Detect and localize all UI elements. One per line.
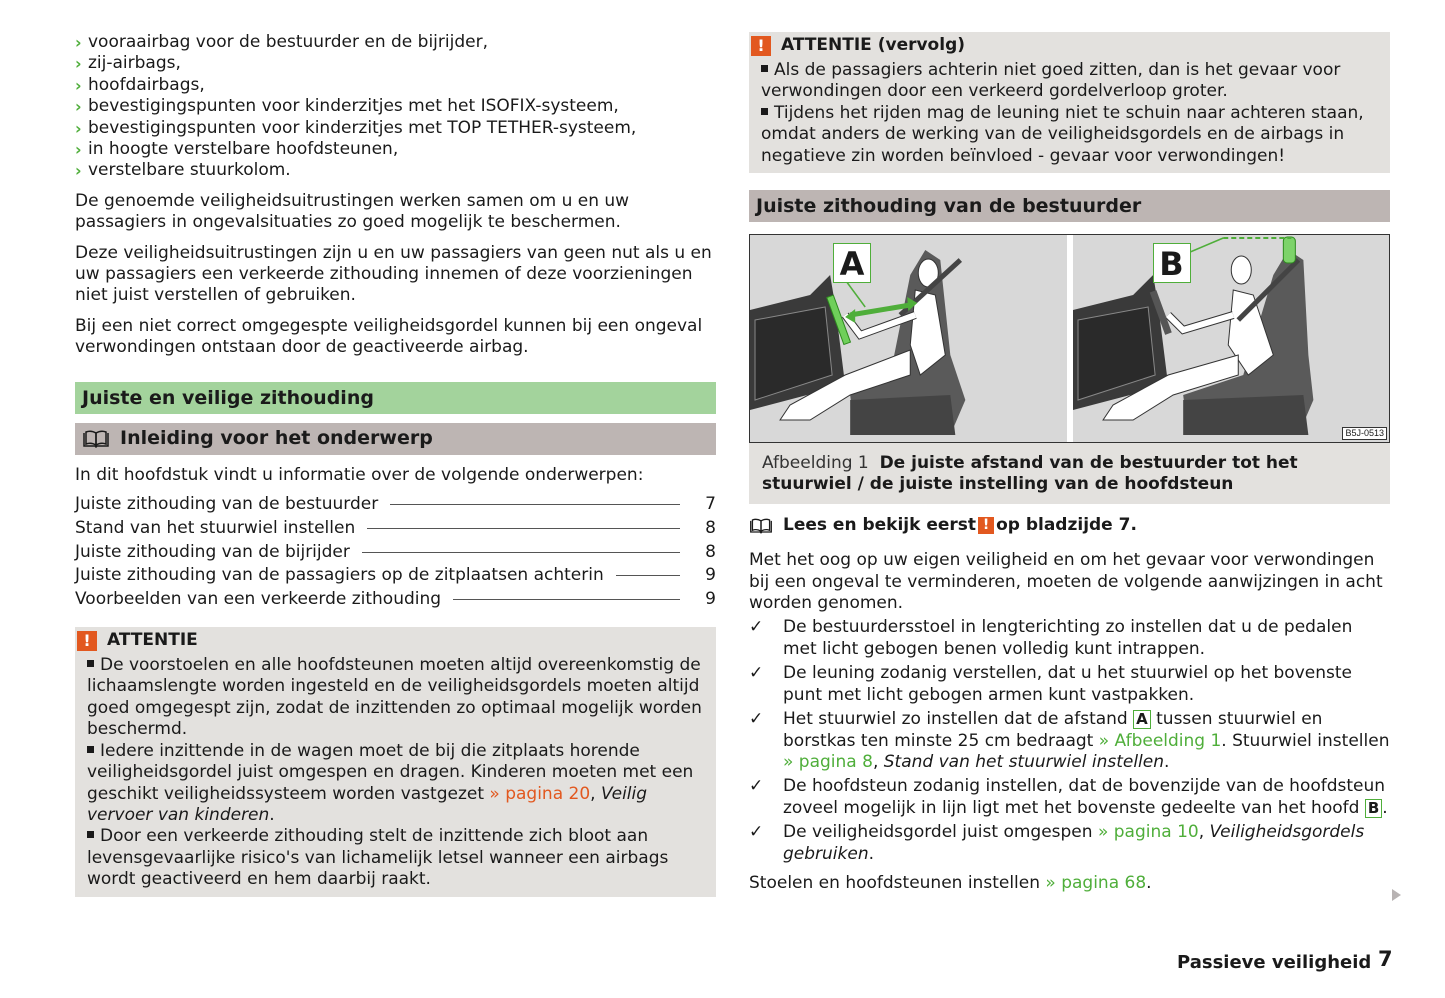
intro-heading: Inleiding voor het onderwerp: [75, 423, 716, 455]
figure-code: B5J-0513: [1342, 427, 1387, 440]
warning-body: [87, 655, 706, 890]
list-item: › bevestigingspunten voor kinderzitjes met het ISOFIX-systeem,: [75, 96, 619, 117]
table-of-contents: [75, 494, 716, 613]
chevron-right-icon: ›: [75, 140, 82, 160]
check-item: ✓ De veiligheidsgordel juist omgespen » pagina 10, Veiligheidsgordels gebruiken.: [749, 822, 1365, 864]
book-icon: [82, 430, 110, 448]
caption-number: Afbeelding 1: [762, 453, 869, 474]
chevron-right-icon: ›: [75, 75, 82, 95]
left-column: [75, 32, 716, 897]
page-link[interactable]: » pagina 20: [489, 783, 591, 804]
section-heading: Juiste zithouding van de bestuurder: [749, 190, 1390, 222]
bullet-square-icon: [87, 831, 94, 838]
check-item: ✓ De leuning zodanig verstellen, dat u het stuurwiel op het bovenste punt met licht gebogen armen kunt vastpakken.: [749, 663, 1352, 705]
warning-icon: !: [751, 36, 771, 56]
warning-item: Als de passagiers achterin niet goed zitten, dan is het gevaar voor verwondingen door een verkeerd gordelverloop groter.: [761, 60, 1341, 102]
equipment-list: [75, 32, 716, 182]
checkmark-icon: ✓: [749, 709, 764, 730]
list-item: › hoofdairbags,: [75, 74, 205, 95]
warning-item: Tijdens het rijden mag de leuning niet te schuin naar achteren staan, omdat anders de werking van de veiligheidsgordels en de airbags in negatieve zin worden beïnvloed - gevaar voor verwondingen!: [761, 102, 1364, 166]
page-link[interactable]: » pagina 10: [1097, 822, 1199, 843]
list-item: › verstelbare stuurkolom.: [75, 160, 291, 181]
checkmark-icon: ✓: [749, 663, 764, 684]
page-link[interactable]: » pagina 8: [783, 751, 873, 772]
check-item: ✓ Het stuurwiel zo instellen dat de afstand A tussen stuurwiel en borstkas ten minste 25 cm bedraagt » Afbeelding 1. Stuurwiel instellen » pagina 8, Stand van het stuurwiel instellen.: [749, 709, 1390, 772]
warning-title: ! ATTENTIE (vervolg): [749, 35, 1380, 56]
paragraph: Deze veiligheidsuitrustingen zijn u en uw passagiers van geen nut als u en uw passagiers een verkeerde zithouding innemen of deze voorzieningen niet juist verstellen of gebruiken.: [75, 242, 712, 306]
toc-entry[interactable]: Juiste zithouding van de passagiers op de zitplaatsen achterin 9: [75, 565, 716, 586]
toc-entry[interactable]: Juiste zithouding van de bestuurder 7: [75, 494, 716, 515]
toc-intro: In dit hoofdstuk vindt u informatie over de volgende onderwerpen:: [75, 464, 644, 485]
checkmark-icon: ✓: [749, 617, 764, 638]
paragraph: Bij een niet correct omgegespte veiligheidsgordel kunnen bij een ongeval verwondingen ontstaan door de geactiveerde airbag.: [75, 315, 703, 358]
checkmark-icon: ✓: [749, 822, 764, 843]
footer-section-title: Passieve veiligheid: [1177, 952, 1372, 973]
warning-box-continued: [749, 32, 1390, 173]
leader-line: [616, 575, 680, 576]
bullet-square-icon: [87, 746, 94, 753]
leader-line: [362, 552, 680, 553]
leader-line: [367, 528, 680, 529]
list-item: › in hoogte verstelbare hoofdsteunen,: [75, 139, 399, 160]
figure-driver-position: [749, 234, 1390, 443]
leader-line: [453, 599, 680, 600]
warning-item: Iedere inzittende in de wagen moet de bij die zitplaats horende veiligheidsgordel juist omgespen en dragen. Kinderen moeten met een geschikt veiligheidssysteem worden vastgezet » pagina 20, Veilig vervoer van kinderen.: [87, 740, 694, 825]
read-first-note: Lees en bekijk eerst ! op bladzijde 7.: [749, 515, 1390, 536]
warning-item: De voorstoelen en alle hoofdsteunen moeten altijd overeenkomstig de lichaamslengte worden ingesteld en de veiligheidsgordels moeten altijd goed omgegespt zijn, zodat de inzittenden zo optimaal mogelijk worden beschermd.: [87, 655, 702, 740]
warning-item: Door een verkeerde zithouding stelt de inzittende zich bloot aan levensgevaarlijke risico's van lichamelijk letsel wanneer een airbags wordt geactiveerd en hem daarbij raakt.: [87, 826, 669, 890]
chevron-right-icon: ›: [75, 118, 82, 138]
toc-entry[interactable]: Voorbeelden van een verkeerde zithouding 9: [75, 589, 716, 610]
leader-line: [390, 504, 680, 505]
check-item: ✓ De hoofdsteun zodanig instellen, dat de bovenzijde van de hoofdsteun zoveel mogelijk in lijn ligt met het bovenste gedeelte van het hoofd B .: [749, 776, 1388, 818]
next-page-arrow-icon[interactable]: [1392, 889, 1401, 901]
seats-reference: Stoelen en hoofdsteunen instellen » pagina 68.: [749, 872, 1152, 893]
checkmark-icon: ✓: [749, 776, 764, 797]
section-heading: Juiste en veilige zithouding: [75, 382, 716, 414]
warning-icon[interactable]: !: [978, 517, 994, 534]
chevron-right-icon: ›: [75, 97, 82, 117]
chevron-right-icon: ›: [75, 54, 82, 74]
warning-box: [75, 627, 716, 896]
page-number: 7: [1378, 947, 1393, 971]
paragraph: De genoemde veiligheidsuitrustingen werken samen om u en uw passagiers in ongevalsituaties zo goed mogelijk te beschermen.: [75, 190, 630, 233]
bullet-square-icon: [87, 660, 94, 667]
figure-label-b: B: [1153, 243, 1191, 283]
list-item: › zij-airbags,: [75, 53, 181, 74]
bullet-square-icon: [761, 108, 768, 115]
driver-illustration-a: [750, 235, 1067, 442]
check-item: ✓ De bestuurdersstoel in lengterichting zo instellen dat u de pedalen met licht gebogen benen volledig kunt intrappen.: [749, 617, 1353, 659]
figure-panel-a: [750, 235, 1067, 442]
figure-caption: [749, 443, 1390, 504]
bullet-square-icon: [761, 65, 768, 72]
page-link[interactable]: » pagina 68: [1045, 872, 1147, 893]
intro-paragraph: Met het oog op uw eigen veiligheid en om het gevaar voor verwondingen bij een ongeval te verminderen, moeten de volgende aanwijzingen in acht worden genomen.: [749, 550, 1383, 614]
figure-label-a: A: [833, 243, 871, 283]
book-icon: [749, 518, 773, 534]
figure-link[interactable]: » Afbeelding 1: [1098, 730, 1222, 751]
checklist: [749, 617, 1390, 864]
label-box-b: B: [1365, 799, 1382, 818]
chevron-right-icon: ›: [75, 33, 82, 52]
chevron-right-icon: ›: [75, 161, 82, 181]
list-item: › bevestigingspunten voor kinderzitjes met TOP TETHER-systeem,: [75, 117, 637, 138]
toc-entry[interactable]: Stand van het stuurwiel instellen 8: [75, 517, 716, 538]
warning-title: ! ATTENTIE: [75, 630, 706, 651]
right-column: [749, 32, 1390, 894]
label-box-a: A: [1133, 710, 1151, 729]
list-item: › vooraairbag voor de bestuurder en de bijrijder,: [75, 32, 488, 52]
toc-entry[interactable]: Juiste zithouding van de bijrijder 8: [75, 541, 716, 562]
caption-title: De juiste afstand van de bestuurder tot het stuurwiel / de juiste instelling van de hoofdsteun: [762, 453, 1298, 495]
driver-illustration-b: [1073, 235, 1390, 442]
warning-body: [761, 60, 1380, 167]
warning-icon: !: [77, 631, 97, 651]
figure-panel-b: [1073, 235, 1390, 442]
